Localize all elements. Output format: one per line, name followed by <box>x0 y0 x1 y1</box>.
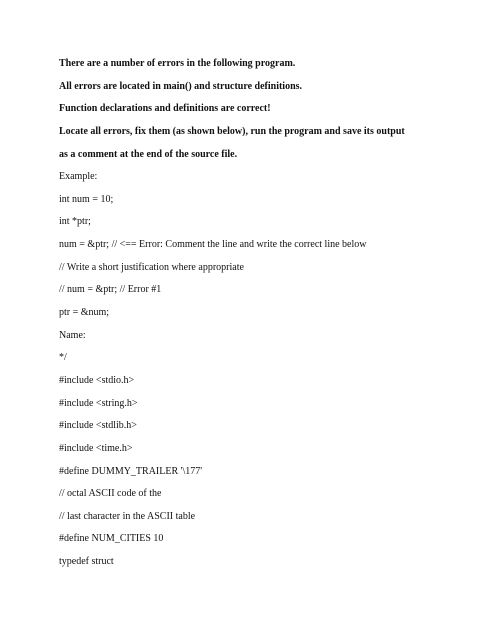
code-line: int num = 10; <box>59 193 114 205</box>
code-line: Name: <box>59 329 86 341</box>
code-line: Example: <box>59 171 98 183</box>
instruction-line: Locate all errors, fix them (as shown below), run the program and save its output <box>59 125 405 137</box>
code-line: #define DUMMY_TRAILER '\177' <box>59 465 203 477</box>
code-line: */ <box>59 352 67 364</box>
code-line: // last character in the ASCII table <box>59 510 196 522</box>
instruction-line: as a comment at the end of the source file. <box>59 148 238 160</box>
code-line: typedef struct <box>59 556 114 568</box>
code-line: int *ptr; <box>59 216 91 228</box>
instruction-line: Function declarations and definitions are correct! <box>59 103 271 115</box>
code-line: // num = &ptr; // Error #1 <box>59 284 162 296</box>
code-line: #include <stdio.h> <box>59 374 135 386</box>
code-line: // Write a short justification where appropriate <box>59 261 244 273</box>
instruction-line: All errors are located in main() and structure definitions. <box>59 80 303 92</box>
code-line: #include <string.h> <box>59 397 138 409</box>
document-body <box>59 58 479 579</box>
code-line: ptr = &num; <box>59 307 110 319</box>
code-line: #include <stdlib.h> <box>59 420 137 432</box>
code-line: num = &ptr; // <== Error: Comment the line and write the correct line below <box>59 239 367 251</box>
code-line: // octal ASCII code of the <box>59 488 162 500</box>
instruction-line: There are a number of errors in the following program. <box>59 58 296 69</box>
code-line: #define NUM_CITIES 10 <box>59 533 164 545</box>
code-line: #include <time.h> <box>59 442 133 454</box>
